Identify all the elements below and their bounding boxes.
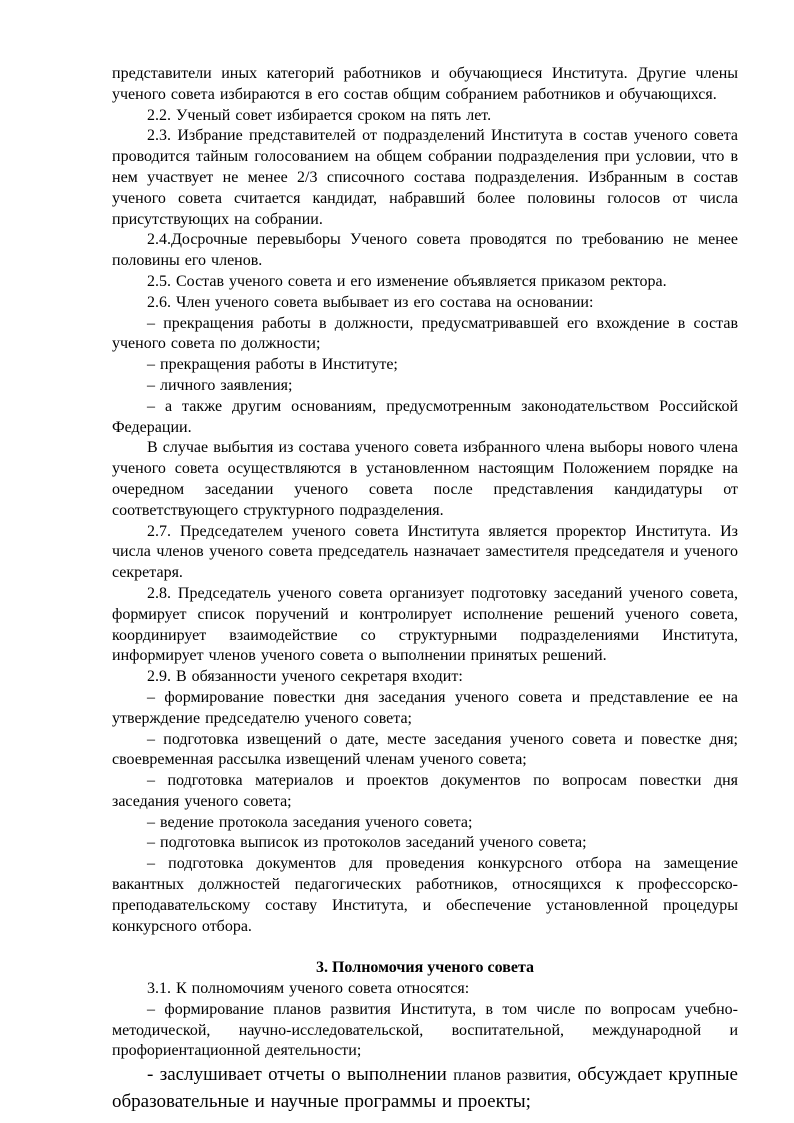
list-item: – личного заявления; (147, 376, 293, 394)
text-run-normal: планов развития, (453, 1067, 572, 1085)
paragraph-continuation: представители иных категорий работников и обучающиеся Института. Другие члены ученого совета избираются в его состав общим собранием работников и обучающихся. (112, 65, 738, 103)
section-heading: 3. Полномочия ученого совета (315, 959, 534, 977)
list-item: – формирование повестки дня заседания ученого совета и представление ее на утверждение председателю ученого совета; (112, 688, 738, 727)
list-item: – прекращения работы в Институте; (147, 356, 398, 374)
paragraph-2-5: 2.5. Состав ученого совета и его изменение объявляется приказом ректора. (147, 272, 667, 290)
list-item-mixed-size (112, 1062, 738, 1115)
list-item: – прекращения работы в должности, предусматривавшей его вхождение в состав ученого совета по должности; (112, 314, 738, 353)
paragraph-3-1: 3.1. К полномочиям ученого совета относятся: (147, 980, 470, 998)
list-item: – подготовка извещений о дате, месте заседания ученого совета и повестке дня; своевременная рассылка извещений членам ученого совета; (112, 730, 738, 769)
paragraph-2-2: 2.2. Ученый совет избирается сроком на пять лет. (147, 106, 492, 124)
list-item: – формирование планов развития Института, в том числе по вопросам учебно-методической, научно-исследовательской, воспитательной, международной и профориентационной деятельности; (112, 1000, 738, 1060)
paragraph-2-9: 2.9. В обязанности ученого секретаря входит: (147, 668, 463, 686)
list-item: – ведение протокола заседания ученого совета; (147, 813, 473, 831)
list-item: – а также другим основаниям, предусмотренным законодательством Российской Федерации. (112, 397, 738, 436)
list-item: – подготовка выписок из протоколов заседаний ученого совета; (147, 834, 587, 852)
list-item: – подготовка материалов и проектов документов по вопросам повестки дня заседания ученого совета; (112, 772, 738, 810)
paragraph-replacement-rule: В случае выбытия из состава ученого совета избранного члена выборы нового члена ученого совета осуществляются в установленном настоящим Положением порядке на очередном заседании ученого совета после представления кандидатуры от соответствующего структурного подразделения. (112, 439, 738, 519)
text-run-large: - заслушивает отчеты о выполнении (147, 1064, 454, 1086)
paragraph-2-7: 2.7. Председателем ученого совета Института является проректор Института. Из числа членов ученого совета председатель назначает заместителя председателя и ученого секретаря. (112, 522, 738, 582)
paragraph-2-6: 2.6. Член ученого совета выбывает из его состава на основании: (147, 293, 594, 311)
paragraph-2-4: 2.4.Досрочные перевыборы Ученого совета проводятся по требованию не менее половины его членов. (112, 231, 738, 270)
text-run-large: обсуждает крупные образовательные и научные программы и проекты; (112, 1064, 738, 1113)
paragraph-2-3: 2.3. Избрание представителей от подразделений Института в состав ученого совета проводится тайным голосованием на общем собрании подразделения при условии, что в нем участвует не менее 2/3 списочного состава подразделения. Избранным в состав ученого совета считается кандидат, набравший более половины голосов от числа присутствующих на собрании. (112, 127, 738, 228)
list-item: – подготовка документов для проведения конкурсного отбора на замещение вакантных должностей педагогических работников, относящихся к профессорско-преподавательскому составу Института, и обеспечение установленной процедуры конкурсного отбора. (112, 855, 738, 935)
paragraph-2-8: 2.8. Председатель ученого совета организует подготовку заседаний ученого совета, формирует список поручений и контролирует исполнение решений ученого совета, координирует взаимодействие со структурными подразделениями Института, информирует членов ученого совета о выполнении принятых решений. (112, 584, 738, 665)
